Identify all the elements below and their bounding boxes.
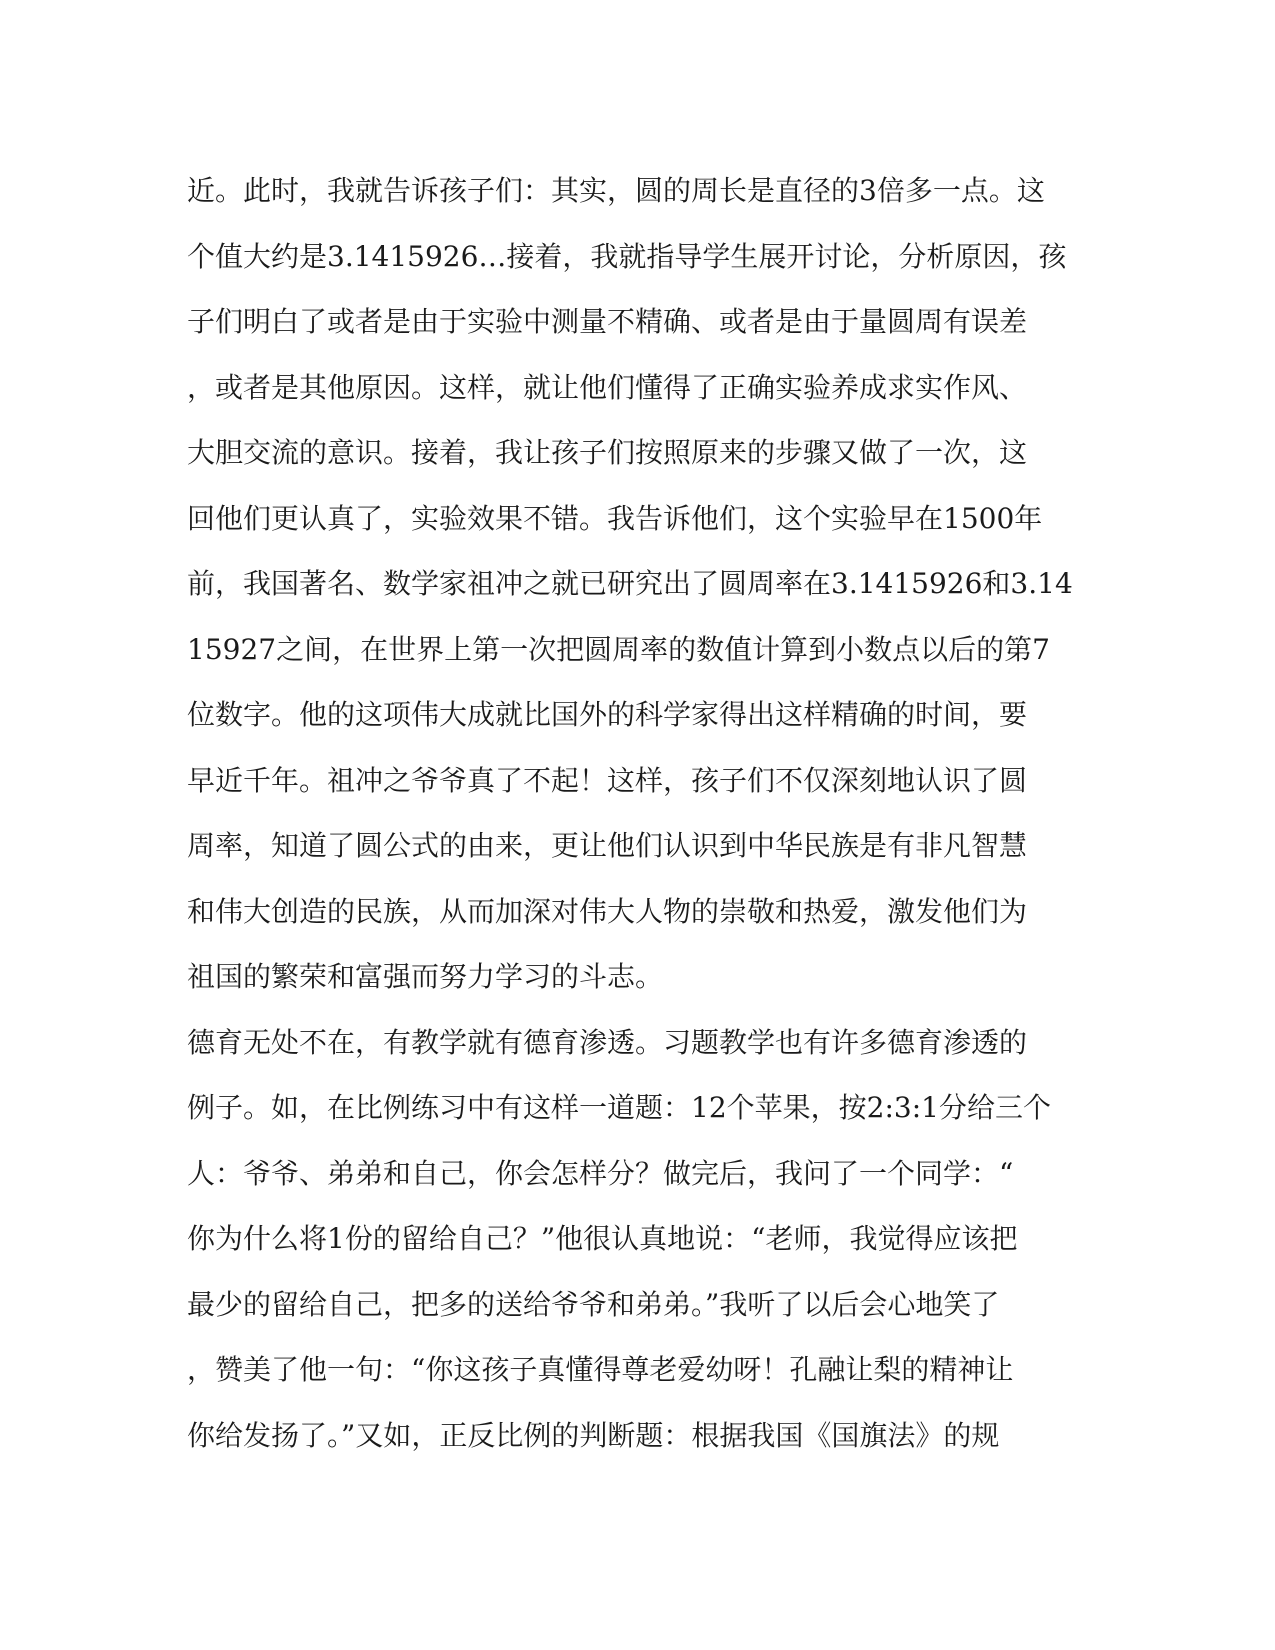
text-line: 和伟大创造的民族，从而加深对伟大人物的崇敬和热爱，激发他们为 <box>187 894 1028 928</box>
text-line: 近。此时，我就告诉孩子们：其实，圆的周长是直径的3倍多一点。这 <box>187 174 1045 207</box>
body-text <box>187 158 1087 1468</box>
text-line: 最少的留给自己，把多的送给爷爷和弟弟。”我听了以后会心地笑了 <box>187 1287 1000 1321</box>
text-line: 前，我国著名、数学家祖冲之就已研究出了圆周率在3.1415926和3.14 <box>187 567 1073 600</box>
text-line: ，赞美了他一句：“你这孩子真懂得尊老爱幼呀！孔融让梨的精神让 <box>187 1353 1014 1386</box>
text-line: 个值大约是3.1415926…接着，我就指导学生展开讨论，分析原因，孩 <box>187 239 1067 273</box>
text-line: ，或者是其他原因。这样，就让他们懂得了正确实验养成求实作风、 <box>187 370 1028 404</box>
text-line: 大胆交流的意识。接着，我让孩子们按照原来的步骤又做了一次，这 <box>187 436 1028 469</box>
text-line: 周率，知道了圆公式的由来，更让他们认识到中华民族是有非凡智慧 <box>187 829 1028 862</box>
text-line: 子们明白了或者是由于实验中测量不精确、或者是由于量圆周有误差 <box>187 305 1028 338</box>
text-line: 回他们更认真了，实验效果不错。我告诉他们，这个实验早在1500年 <box>187 501 1043 535</box>
text-line: 德育无处不在，有教学就有德育渗透。习题教学也有许多德育渗透的 <box>187 1025 1028 1059</box>
text-line: 人：爷爷、弟弟和自己，你会怎样分？做完后，我问了一个同学：“ <box>187 1156 1014 1190</box>
text-line: 你给发扬了。”又如，正反比例的判断题：根据我国《国旗法》的规 <box>187 1418 1000 1452</box>
text-line: 15927之间，在世界上第一次把圆周率的数值计算到小数点以后的第7 <box>187 632 1050 666</box>
text-line: 早近千年。祖冲之爷爷真了不起！这样，孩子们不仅深刻地认识了圆 <box>187 763 1028 797</box>
text-line: 祖国的繁荣和富强而努力学习的斗志。 <box>187 960 664 993</box>
text-line: 位数字。他的这项伟大成就比国外的科学家得出这样精确的时间，要 <box>187 698 1028 731</box>
text-line: 例子。如，在比例练习中有这样一道题：12个苹果，按2:3:1分给三个 <box>187 1091 1051 1124</box>
text-line: 你为什么将1份的留给自己？”他很认真地说：“老师，我觉得应该把 <box>187 1222 1018 1255</box>
